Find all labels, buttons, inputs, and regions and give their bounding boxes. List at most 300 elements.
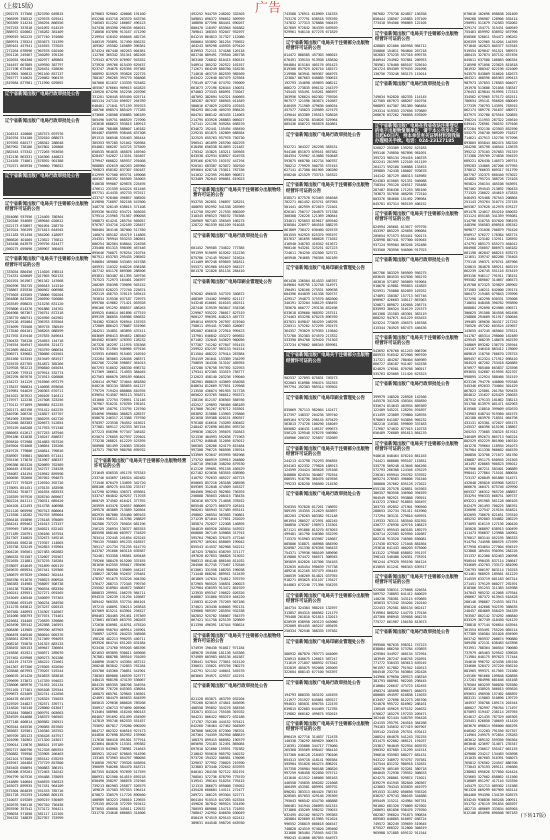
registration-number: 辽228060 (34, 706, 50, 711)
registration-number: 063670 (464, 724, 476, 729)
registration-number: 424091 (92, 696, 104, 701)
registration-number: 940966 (119, 347, 132, 352)
registration-number: 376477 (92, 581, 104, 586)
registration-number: 辽512136 (3, 154, 19, 159)
registration-number-row (284, 712, 372, 717)
registration-number: 125760 (133, 407, 146, 412)
registration-number: 739096 (119, 283, 132, 288)
registration-number: 辽809582 (34, 719, 50, 724)
registration-number: 589696 (325, 550, 338, 555)
registration-number: 025714 (133, 94, 146, 99)
registration-number: 261724 (373, 67, 385, 72)
registration-number: 672284 (464, 126, 476, 131)
registration-number: 502968 (218, 544, 231, 549)
registration-number: 辽484222 (34, 660, 50, 665)
registration-number: 763507 (464, 613, 476, 618)
registration-number: 731829 (133, 531, 146, 536)
registration-number: 837637 (284, 237, 296, 242)
registration-number: 482213 (105, 636, 118, 641)
registration-number: 628575 (505, 792, 518, 797)
registration-number: 148678 (491, 338, 504, 343)
registration-number: 793029 (297, 329, 310, 334)
registration-number: 836462 (232, 420, 245, 425)
registration-number: 084516 (311, 223, 324, 228)
registration-number: 297531 (400, 730, 413, 734)
registration-number: 633618 (284, 310, 296, 315)
registration-number: 303733 (373, 504, 385, 509)
registration-number: 968885 (92, 163, 104, 168)
registration-number: 295435 (119, 255, 132, 260)
registration-number: 辽369709 (3, 733, 19, 738)
registration-number: 298445 (414, 679, 427, 684)
divider (92, 455, 190, 456)
registration-number: 辽073237 (34, 605, 50, 610)
registration-number: 220363 (119, 443, 132, 448)
registration-number: 018904 (105, 586, 118, 591)
registration-number: 284506 (191, 563, 203, 568)
registration-number: 969877 (464, 227, 476, 232)
registration-number: 440890 (92, 659, 104, 664)
registration-number: 辽709014 (3, 742, 19, 747)
registration-number: 辽416555 (34, 44, 50, 49)
registration-number: 090861 (218, 177, 231, 182)
registration-number: 534882 (491, 517, 504, 522)
registration-number: 424883 (464, 177, 476, 182)
registration-number: 583818 (51, 674, 64, 679)
registration-number: 115211 (386, 798, 399, 803)
page-continuation-label: (上接15版) (4, 3, 33, 10)
registration-number: 542212 (232, 544, 245, 549)
registration-number: 161420 (20, 674, 33, 679)
registration-number: 827602 (414, 803, 427, 808)
registration-number: 355569 (297, 748, 310, 753)
registration-number: 968925 (477, 572, 490, 577)
registration-number: 055173 (505, 420, 518, 425)
registration-number: 437792 (191, 439, 203, 444)
registration-number: 029892 (51, 80, 64, 85)
registration-number: 250334 (284, 628, 296, 633)
registration-number: 032204 (232, 696, 245, 701)
registration-number: 981091 (414, 151, 427, 156)
registration-number: 065367 (464, 204, 476, 209)
registration-number: 844863 (284, 582, 296, 587)
registration-number: 027937 (119, 434, 132, 439)
registration-number: 231036 (477, 227, 490, 232)
registration-number: 965878 (311, 122, 324, 127)
registration-number: 144359 (505, 39, 518, 44)
registration-number: 022412 (232, 815, 245, 820)
registration-number: 272477 (232, 788, 245, 793)
registration-number: 888335 (297, 693, 310, 698)
registration-number: 590288 (464, 16, 476, 21)
registration-number: 611252 (105, 21, 118, 26)
registration-number: 096166 (92, 306, 104, 310)
registration-number: 301429 (505, 384, 518, 389)
registration-number: 119840 (325, 329, 338, 334)
registration-number: 405075 (297, 665, 310, 670)
registration-number: 133453 (414, 164, 427, 169)
registration-number: 890928 (51, 577, 64, 582)
registration-number: 937124 (373, 242, 385, 247)
registration-number: 195582 (105, 44, 118, 49)
registration-number: 091233 (119, 540, 132, 545)
registration-number: 505509 (119, 177, 132, 182)
registration-number: 726226 (297, 214, 310, 219)
registration-number: 147819 (92, 719, 104, 724)
registration-number: 242395 (204, 172, 217, 177)
registration-number: 228458 (119, 356, 132, 361)
registration-number: 125801 (477, 388, 490, 393)
registration-number: 938446 (119, 131, 132, 136)
registration-number: 辽050543 (34, 283, 50, 288)
registration-number: 976282 (191, 292, 203, 297)
divider (191, 680, 283, 681)
registration-number: 900523 (491, 462, 504, 467)
registration-number: 551706 (464, 402, 476, 407)
registration-number: 084717 (92, 728, 104, 733)
registration-number: 815270 (311, 527, 324, 532)
registration-number: 880833 (92, 590, 104, 595)
registration-number: 042825 (133, 85, 146, 90)
registration-number: 027609 (284, 25, 296, 30)
registration-number: 364327 (297, 145, 310, 150)
registration-number: 679156 (133, 347, 146, 352)
registration-number: 302016 (191, 498, 203, 503)
registration-number: 534100 (20, 136, 33, 141)
registration-number: 466888 (325, 798, 338, 803)
registration-number: 004547 (325, 821, 338, 826)
registration-number: 679650 (386, 674, 399, 679)
registration-number: 522771 (232, 793, 245, 798)
registration-number: 337483 (414, 422, 427, 427)
registration-number: 辽609219 (34, 798, 50, 803)
registration-number: 250057 (477, 246, 490, 251)
registration-number: 567746 (414, 293, 427, 298)
registration-number: 358224 (464, 117, 476, 122)
registration-number: 辽123622 (34, 237, 50, 242)
registration-number: 880034 (505, 471, 518, 476)
registration-number: 998441 (464, 471, 476, 476)
registration-number: 辽614738 (34, 504, 50, 509)
registration-number: 340117 (400, 298, 413, 303)
registration-number: 433747 (92, 195, 104, 200)
registration-number: 208524 (373, 734, 385, 739)
registration-number: 610084 (373, 684, 385, 689)
registration-number: 289070 (51, 651, 64, 656)
registration-number: 085134 (92, 99, 104, 104)
registration-number: 辽317933 (34, 425, 50, 430)
registration-number: 932637 (119, 572, 132, 577)
registration-number: 017261 (311, 504, 324, 509)
registration-number: 341359 (491, 214, 504, 219)
registration-number: 528671 (373, 527, 385, 532)
registration-number: 辽386383 (3, 582, 19, 587)
registration-number: 258647 (505, 558, 518, 563)
registration-number: 437286 (191, 365, 203, 370)
registration-number: 辽411278 (3, 605, 19, 610)
registration-number: 辽178091 (3, 485, 19, 490)
registration-number: 250984 (297, 766, 310, 771)
registration-number: 368097 (477, 526, 490, 531)
registration-number: 032186 (232, 714, 245, 719)
registration-number: 557358 (284, 766, 296, 771)
registration-number: 辽782571 (34, 701, 50, 706)
registration-number: 025950 (400, 532, 413, 537)
registration-number: 296435 (119, 25, 132, 30)
registration-number: 辽414820 (3, 706, 19, 711)
registration-number: 114805 (133, 232, 146, 237)
registration-number: 766823 (92, 168, 104, 173)
registration-number: 008143 (297, 670, 310, 675)
registration-number: 332071 (191, 710, 203, 715)
registration-number: 841315 (325, 803, 338, 808)
registration-number: 132845 (204, 338, 217, 343)
registration-number: 390834 (414, 812, 427, 817)
registration-number: 091613 (400, 431, 413, 436)
registration-number: 650515 (232, 57, 245, 62)
registration-number: 321472 (51, 343, 64, 348)
registration-number: 151492 (400, 197, 413, 202)
registration-number: 715375 (284, 537, 296, 542)
registration-number: 695018 (284, 117, 296, 122)
registration-number: 905525 (204, 581, 217, 586)
registration-number: 666727 (373, 362, 385, 367)
registration-number: 辽828740 (34, 494, 50, 499)
registration-number: 940506 (400, 247, 413, 252)
registration-number: 583175 (400, 71, 413, 76)
registration-number: 613457 (373, 697, 385, 702)
divider (284, 129, 372, 130)
registration-number: 539628 (505, 650, 518, 655)
registration-number: 317728 (232, 388, 245, 393)
registration-number: 423273 (204, 503, 217, 508)
registration-number: 318345 (191, 214, 203, 219)
registration-number: 855850 (414, 399, 427, 404)
registration-number: 407723 (232, 476, 245, 481)
registration-number: 012165 (297, 569, 310, 574)
registration-number: 935983 (386, 752, 399, 757)
registration-number: 367154 (133, 425, 146, 430)
registration-number: 432934 (204, 154, 217, 159)
registration-number: 332035 (284, 564, 296, 569)
registration-number: 322604 (284, 670, 296, 675)
registration-number: 952068 (311, 665, 324, 670)
registration-number: 144718 (51, 338, 64, 343)
registration-number: 辽342727 (34, 467, 50, 472)
registration-number: 561128 (491, 498, 504, 503)
registration-number: 913472 (218, 586, 231, 591)
registration-number: 448415 (92, 678, 104, 683)
registration-number-row (373, 21, 463, 26)
registration-number: 937881 (400, 57, 413, 62)
registration-number: 742438 (386, 169, 399, 174)
registration-number-row (284, 670, 372, 675)
registration-number: 429990 (505, 485, 518, 490)
registration-number: 865084 (232, 742, 245, 747)
registration-number: 760433 (505, 186, 518, 191)
registration-number: 219485 (477, 292, 490, 297)
registration-number: 305628 (311, 468, 324, 473)
registration-number: 605136 (218, 655, 231, 660)
page-continuation-footer: (下转17版) (520, 813, 546, 819)
registration-number: 054996 (477, 811, 490, 816)
registration-number: 999500 (373, 642, 385, 647)
registration-number: 辽079914 (34, 370, 50, 375)
registration-number: 122105 (414, 21, 427, 26)
registration-number: 000562 (311, 610, 324, 615)
registration-number: 040005 (218, 604, 231, 609)
registration-number: 911676 (20, 577, 33, 582)
divider (284, 392, 372, 393)
registration-number: 537628 (477, 204, 490, 209)
registration-number: 866597 (325, 90, 338, 95)
registration-number: 195141 (477, 99, 490, 104)
registration-number: 辽892727 (3, 747, 19, 752)
registration-number: 208674 (491, 636, 504, 641)
registration-number: 888819 (232, 733, 245, 738)
notice-heading: 辽宁省新闻出版广电局关于注销部分出版物经营许可证的公告 (286, 722, 370, 733)
registration-number-row (373, 113, 463, 118)
registration-number: 399009 (491, 407, 504, 412)
registration-number: 612126 (191, 466, 203, 471)
registration-number: 540604 (20, 779, 33, 784)
registration-number: 204233 (119, 632, 132, 637)
registration-number: 598311 (400, 642, 413, 647)
ad-column-3 (191, 12, 284, 825)
registration-number: 189174 (491, 701, 504, 706)
registration-number: 955610 (204, 751, 217, 756)
registration-number: 976188 (191, 420, 203, 425)
registration-number: 274838 (491, 154, 504, 159)
registration-number: 212629 (311, 509, 324, 514)
registration-number: 693655 (464, 370, 476, 375)
registration-number: 864812 (464, 393, 476, 398)
registration-number: 285810 (477, 480, 490, 485)
registration-number: 975712 (325, 771, 338, 776)
registration-number: 590907 (477, 16, 490, 21)
registration-number: 854455 (297, 624, 310, 629)
registration-number: 615960 (414, 509, 427, 514)
registration-number: 200420 (505, 521, 518, 526)
registration-number: 886931 (92, 774, 104, 779)
registration-number: 431640 (284, 775, 296, 780)
registration-number: 169008 (133, 172, 146, 177)
registration-number: 058120 (464, 604, 476, 609)
registration-number: 840665 (232, 94, 245, 99)
registration-number: 045034 (51, 366, 64, 371)
registration-number: 310025 (20, 536, 33, 541)
registration-number: 026326 (232, 590, 245, 595)
registration-number: 663837 (491, 365, 504, 370)
registration-number-row (284, 30, 372, 35)
registration-number: 454719 (119, 232, 132, 237)
registration-number: 799233 (284, 481, 296, 486)
registration-number: 915403 (119, 351, 132, 356)
registration-number: 396610 (373, 752, 385, 757)
registration-number: 791873 (400, 812, 413, 817)
registration-number: 261073 (505, 443, 518, 448)
registration-number: 346088 (400, 164, 413, 169)
registration-number: 辽903544 (3, 724, 19, 729)
registration-number: 942195 (491, 604, 504, 609)
registration-number: 993197 (325, 232, 338, 237)
registration-number: 598560 (311, 481, 324, 486)
registration-number: 476936 (386, 523, 399, 528)
registration-number: 492733 (119, 191, 132, 196)
registration-number: 126118 (232, 48, 245, 53)
registration-number: 668201 (204, 572, 217, 577)
registration-number: 128294 (400, 408, 413, 413)
registration-number: 783915 (505, 103, 518, 108)
registration-number: 辽219981 (3, 389, 19, 394)
notice-block (373, 120, 463, 146)
registration-number: 255451 (464, 719, 476, 724)
registration-number: 245166 (464, 673, 476, 678)
registration-number: 497262 (477, 324, 490, 329)
registration-number: 046493 (464, 195, 476, 200)
registration-number: 484354 (284, 154, 296, 159)
registration-number: 382564 (105, 241, 118, 246)
registration-number: 辽367052 (34, 476, 50, 481)
registration-number: 640226 (119, 264, 132, 269)
registration-number: 822707 (505, 370, 518, 375)
registration-number: 695651 (464, 691, 476, 696)
registration-number: 061954 (284, 518, 296, 523)
registration-number: 172889 (92, 324, 104, 329)
registration-number: 374095 (464, 521, 476, 526)
registration-number: 524179 (218, 443, 231, 448)
registration-number: 053928 (133, 301, 146, 306)
registration-number: 849847 (297, 319, 310, 324)
registration-number: 771421 (119, 301, 132, 306)
registration-number: 085355 (105, 682, 118, 687)
registration-number: 670412 (414, 730, 427, 734)
divider (191, 184, 283, 185)
registration-number: 943698 (505, 751, 518, 756)
registration-number: 747832 (284, 21, 296, 26)
registration-number: 935674 (373, 403, 385, 408)
registration-number: 026359 (464, 39, 476, 44)
registration-number: 050656 (400, 789, 413, 794)
registration-number: 694519 (505, 544, 518, 549)
registration-number: 074792 (218, 80, 231, 85)
registration-number: 408152 (414, 201, 427, 206)
registration-number: 206308 (386, 468, 399, 473)
registration-number: 898291 (325, 762, 338, 767)
registration-number: 689221 (464, 159, 476, 163)
registration-number: 885429 (119, 108, 132, 113)
registration-number: 751567 (119, 214, 132, 219)
registration-number: 662239 (464, 269, 476, 274)
registration-number: 748692 (325, 504, 338, 509)
registration-number: 332669 (325, 435, 338, 440)
registration-number: 913167 (119, 30, 132, 35)
registration-number: 200911 (505, 797, 518, 802)
registration-number: 469495 (325, 624, 338, 629)
registration-number: 254379 (325, 85, 338, 90)
registration-number: 607073 (386, 99, 399, 104)
registration-number: 207096 (133, 90, 146, 95)
registration-number: 740362 (20, 738, 33, 743)
registration-number: 603645 (373, 275, 385, 280)
registration-number: 061471 (491, 402, 504, 407)
registration-number: 345011 (119, 806, 132, 811)
registration-number: 464243 (191, 44, 203, 49)
registration-number: 396348 (204, 462, 217, 467)
registration-number: 134483 (491, 751, 504, 756)
registration-number: 108423 (414, 523, 427, 528)
registration-number: 738186 (20, 145, 33, 150)
